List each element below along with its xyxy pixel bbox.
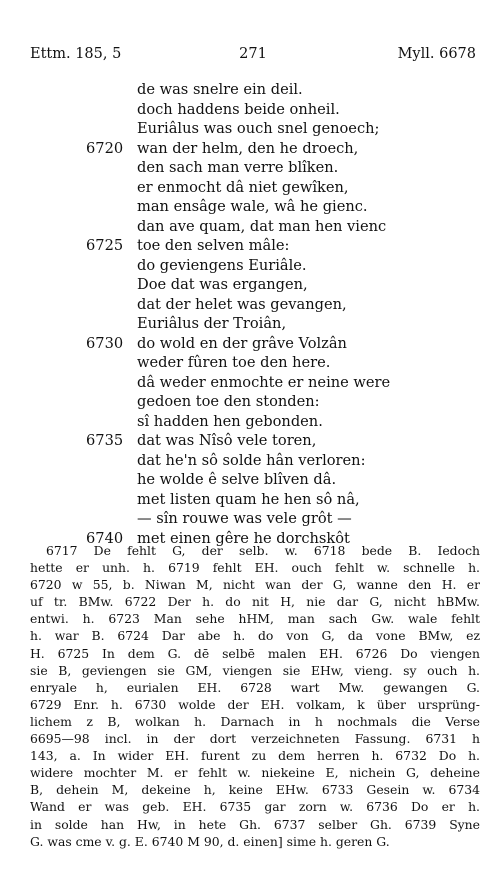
verse-line <box>0 80 504 100</box>
line-number: 6740 <box>86 529 124 547</box>
verse-text: er enmocht dâ niet gewîken, <box>137 178 349 196</box>
verse-text: dat was Nîsô vele toren, <box>137 432 317 449</box>
verse-line <box>0 509 504 529</box>
verse-text: — sîn rouwe was vele grôt — <box>137 510 352 527</box>
verse-text: wan der helm, den he droech, <box>137 139 359 157</box>
verse-line <box>0 470 504 490</box>
footnote-line: lichem z B, wolkan h. Darnach in h nochmals die Verse <box>30 713 480 729</box>
verse-text: do wold en der grâve Volzân <box>137 334 347 352</box>
verse-line <box>0 431 504 451</box>
line-number: 6735 <box>86 432 124 449</box>
verse-text: he wolde ê selve blîven dâ. <box>137 471 337 488</box>
verse-text: de was snelre ein deil. <box>137 81 303 98</box>
verse-line <box>0 217 504 237</box>
verse-line <box>0 236 504 256</box>
verse-line <box>0 139 504 159</box>
verse-text: Doe dat was ergangen, <box>137 276 308 293</box>
footnote-line: 6717 De fehlt G, der selb. w. 6718 bede B. Iedoch <box>46 543 480 558</box>
footnote-line: uf tr. BMw. 6722 Der h. do nit H, nie dar G, nicht hBMw. <box>30 594 480 610</box>
verse-text: Euriâlus was ouch snel genoech; <box>137 120 380 137</box>
verse-line <box>0 490 504 510</box>
verse-text: dat he'n sô solde hân verloren: <box>137 451 366 469</box>
verse-text: met einen gêre he dorchskôt <box>137 529 350 547</box>
header-left: Ettm. 185, 5 <box>30 46 122 62</box>
verse-line <box>0 295 504 315</box>
footnote-line: 6695—98 incl. in der dort verzeichneten Fassung. 6731 h <box>30 731 480 747</box>
verse-text: dan ave quam, dat man hen vienc <box>137 217 387 235</box>
verse-line <box>0 119 504 139</box>
footnote-line: entwi. h. 6723 Man sehe hHM, man sach Gw. wale fehlt <box>30 611 480 627</box>
footnote-line: in solde han Hw, in hete Gh. 6737 selber Gh. 6739 Syne <box>30 816 480 832</box>
verse-text: dâ weder enmochte er neine were <box>137 373 391 391</box>
line-number: 6725 <box>86 237 124 254</box>
verse-text: do geviengens Euriâle. <box>137 256 307 274</box>
verse-text: doch haddens beide onheil. <box>137 100 340 118</box>
footnote-line: 6729 Enr. h. 6730 wolde der EH. volkam, k über ursprüng- <box>30 696 480 712</box>
verse-text: den sach man verre blîken. <box>137 159 339 176</box>
footnote-line: Wand er was geb. EH. 6735 gar zorn w. 6736 Do er h. <box>30 799 480 815</box>
running-header <box>30 46 476 64</box>
verse-line <box>0 392 504 412</box>
header-right: Myll. 6678 <box>397 46 476 62</box>
verse-text: met listen quam he hen sô nâ, <box>137 490 360 508</box>
line-number: 6720 <box>86 139 124 157</box>
verse-line <box>0 100 504 120</box>
footnotes <box>30 542 480 850</box>
verse-text: sî hadden hen gebonden. <box>137 412 323 430</box>
footnote-line: H. 6725 In dem G. dē selbē malen EH. 6726 Do viengen <box>30 645 480 661</box>
verse-text: dat der helet was gevangen, <box>137 295 347 313</box>
verse-line <box>0 334 504 354</box>
footnote-line: hette er unh. h. 6719 fehlt EH. ouch fehlt w. schnelle h. <box>30 560 480 576</box>
verse-line <box>0 373 504 393</box>
verse-line <box>0 451 504 471</box>
footnote-line: B, dehein M, dekeine h, keine EHw. 6733 Gesein w. 6734 <box>30 782 480 798</box>
verse-line <box>0 353 504 373</box>
footnote-line: h. war B. 6724 Dar abe h. do von G, da vone BMw, ez <box>30 628 480 644</box>
verse-line <box>0 197 504 217</box>
verse-text: man ensâge wale, wâ he gienc. <box>137 198 368 215</box>
verse-text: weder fûren toe den here. <box>137 354 331 371</box>
verse-line <box>0 158 504 178</box>
footnote-line: 143, a. In wider EH. furent zu dem herren h. 6732 Do h. <box>30 748 480 764</box>
verse-line <box>0 178 504 198</box>
verse-text: toe den selven mâle: <box>137 237 290 254</box>
verse-text: Euriâlus der Troiân, <box>137 315 287 332</box>
verse-line <box>0 314 504 334</box>
line-number: 6730 <box>86 334 124 352</box>
footnote-line: sie B, geviengen sie GM, viengen sie EHw, vieng. sy ouch h. <box>30 662 480 678</box>
verse-text: gedoen toe den stonden: <box>137 393 320 410</box>
verse-line <box>0 275 504 295</box>
verse-line <box>0 412 504 432</box>
footnote-line: 6720 w 55, b. Niwan M, nicht wan der G, wanne den H. er <box>30 577 480 593</box>
verse-block <box>0 80 504 548</box>
verse-line <box>0 256 504 276</box>
page-number: 271 <box>239 46 267 62</box>
footnote-line: widere mochter M. er fehlt w. niekeine E, nichein G, deheine <box>30 765 480 781</box>
footnote-line: G. was cme v. g. E. 6740 M 90, d. einen] sime h. geren G. <box>30 833 390 849</box>
footnote-line: enryale h, eurialen EH. 6728 wart Mw. gewangen G. <box>30 679 480 695</box>
